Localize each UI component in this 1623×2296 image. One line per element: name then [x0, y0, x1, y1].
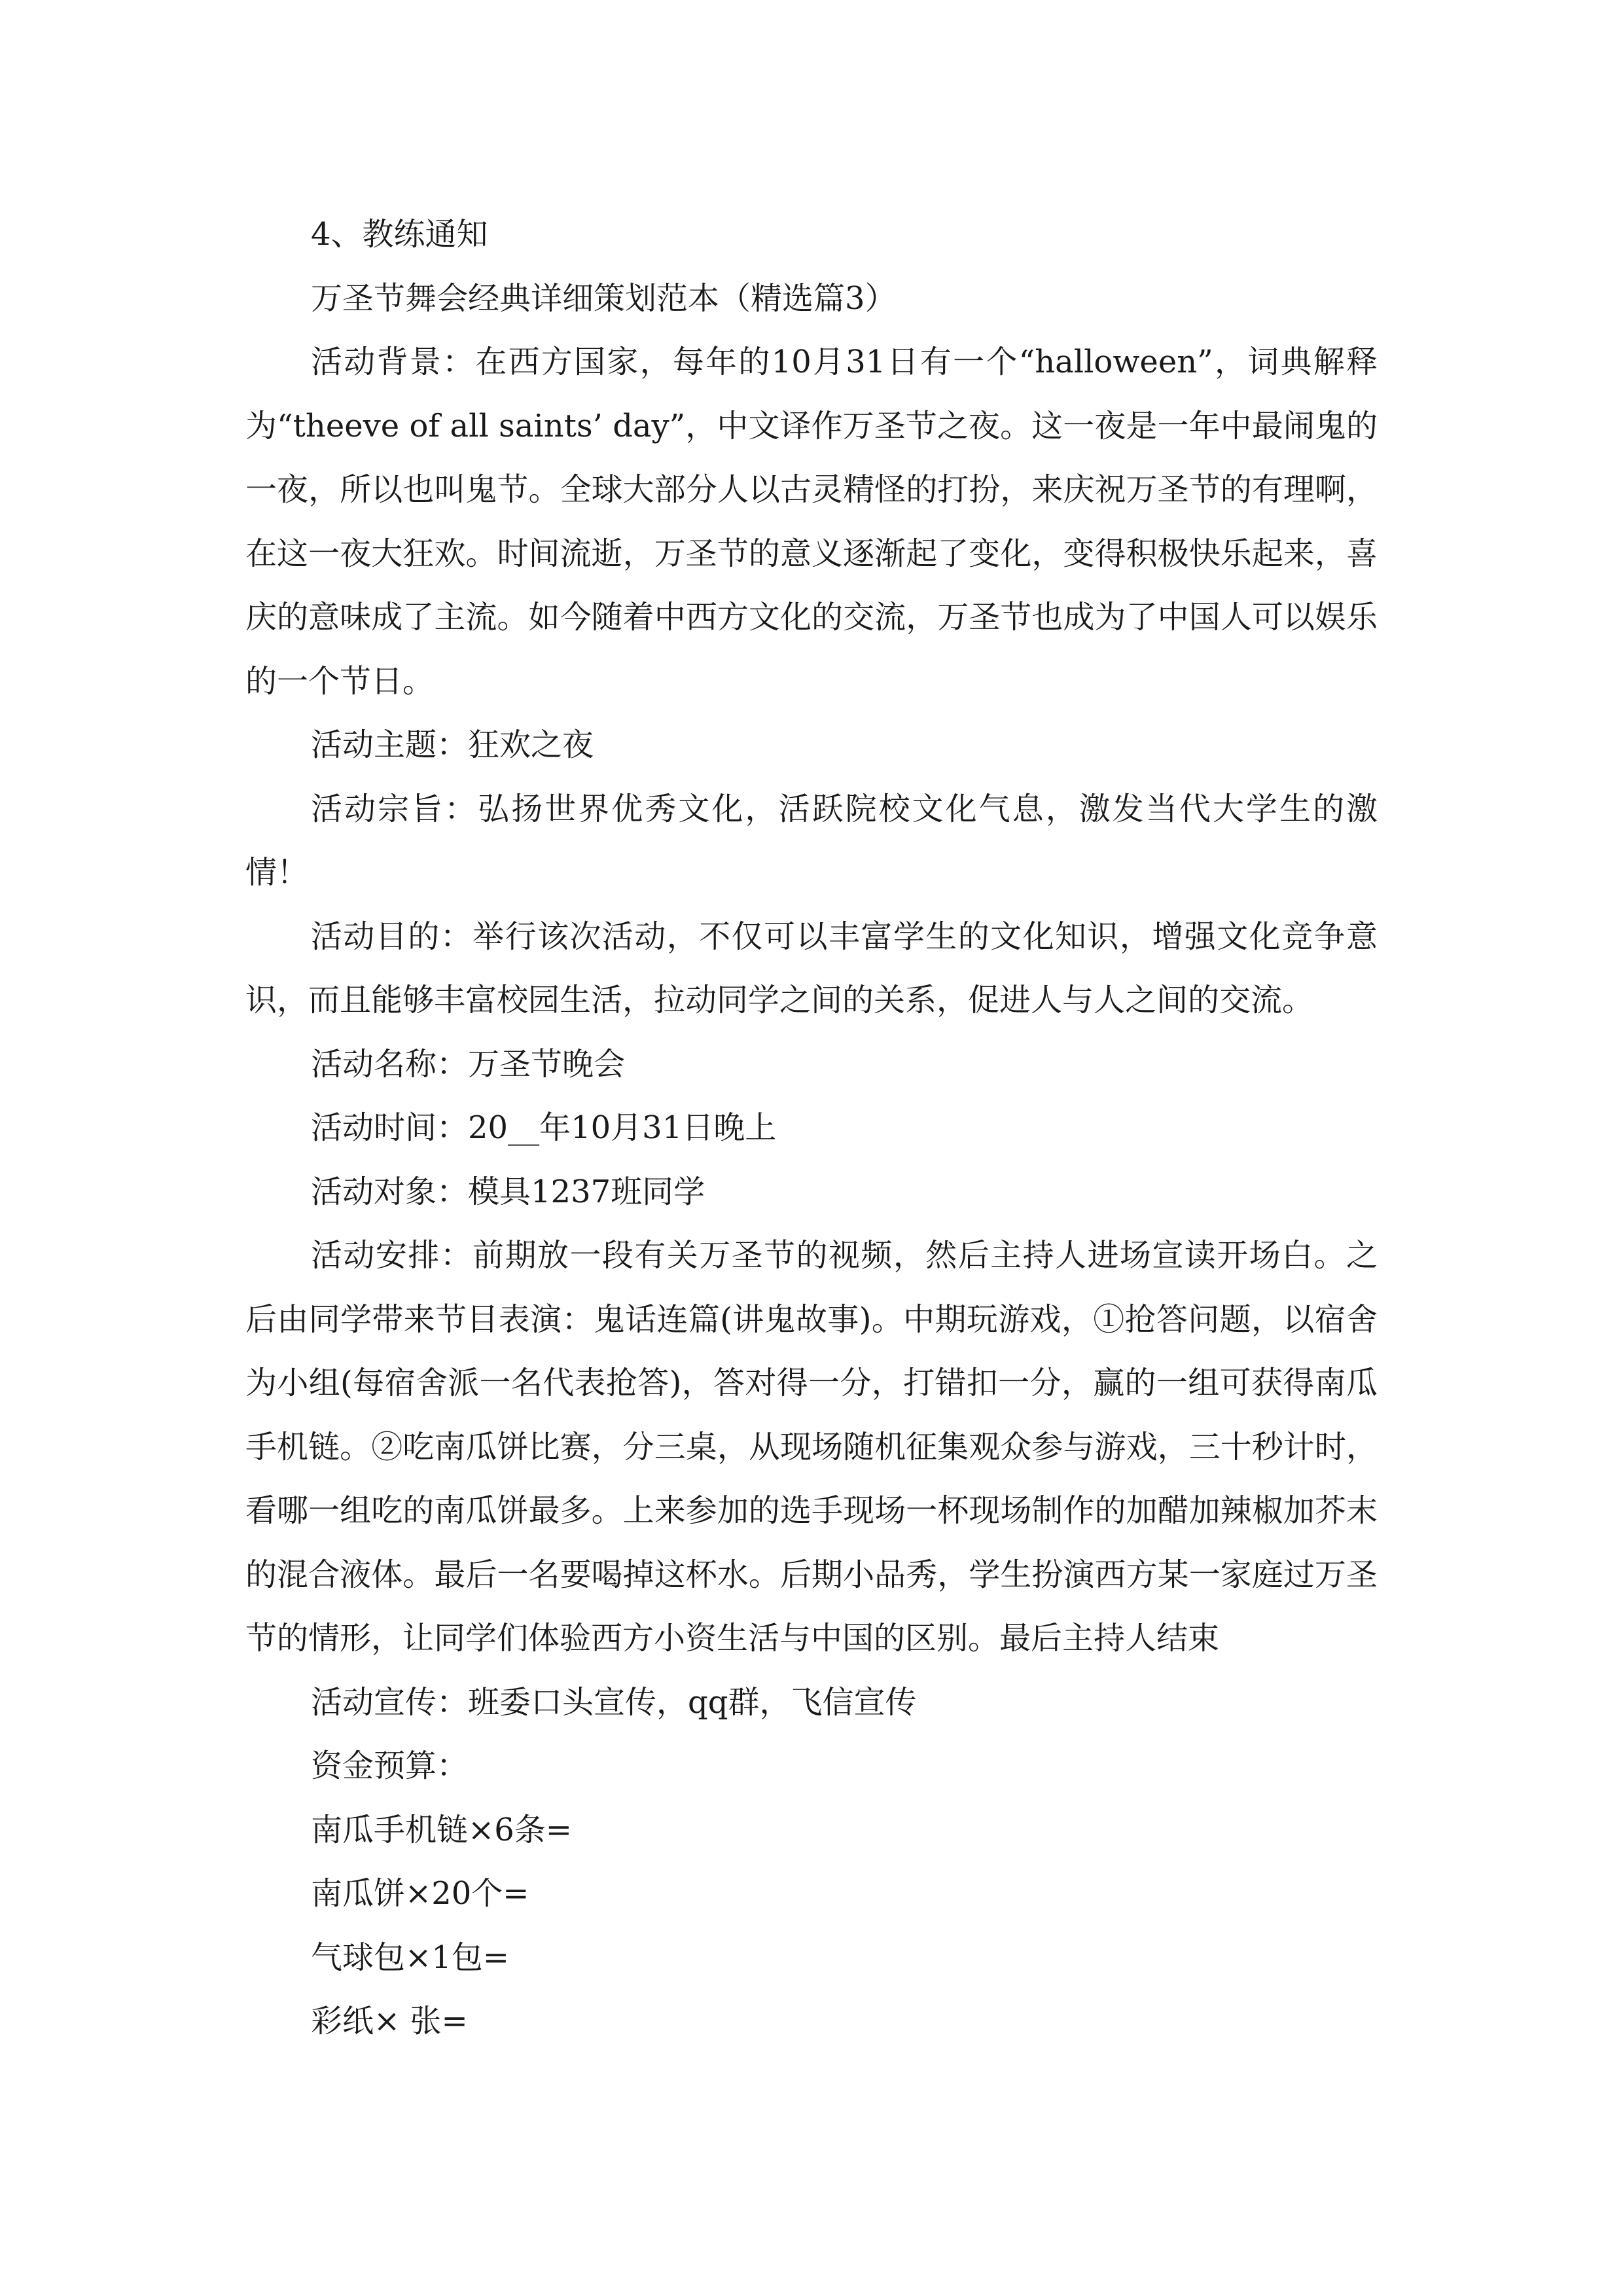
paragraph-activity-time: 活动时间：20__年10月31日晚上: [311, 1109, 777, 1146]
section-title: 万圣节舞会经典详细策划范本（精选篇3）: [311, 279, 897, 317]
paragraph-activity-purpose: 活动宗旨：弘扬世界优秀文化，活跃院校文化气息，激发当代大学生的激情！: [245, 790, 1378, 891]
paragraph-activity-arrangement: 活动安排：前期放一段有关万圣节的视频，然后主持人进场宣读开场白。之后由同学带来节目表演：鬼话连篇(讲鬼故事)。中期玩游戏，①抢答问题，以宿舍为小组(每宿舍派一名代表抢答)，答对得一分，打错扣一分，赢的一组可获得南瓜手机链。②吃南瓜饼比赛，分三桌，从现场随机征集观众参与游戏，三十秒计时，看哪一组吃的南瓜饼最多。上来参加的选手现场一杯现场制作的加醋加辣椒加芥末的混合液体。最后一名要喝掉这杯水。后期小品秀，学生扮演西方某一家庭过万圣节的情形，让同学们体验西方小资生活与中国的区别。最后主持人结束: [245, 1237, 1378, 1657]
paragraph-activity-promotion: 活动宣传：班委口头宣传，qq群，飞信宣传: [311, 1683, 917, 1721]
document-body: [245, 203, 1378, 2054]
section-item-coach-notice: 4、教练通知: [311, 216, 488, 253]
paragraph-activity-background: 活动背景：在西方国家，每年的10月31日有一个“halloween”，词典解释为“theeve of all saints’ day”，中文译作万圣节之夜。这一夜是一年中最闹鬼的一夜，所以也叫鬼节。全球大部分人以古灵精怪的打扮，来庆祝万圣节的有理啊，在这一夜大狂欢。时间流逝，万圣节的意义逐渐起了变化，变得积极快乐起来，喜庆的意味成了主流。如今随着中西方文化的交流，万圣节也成为了中国人可以娱乐的一个节日。: [245, 344, 1378, 700]
budget-item: 彩纸× 张=: [311, 2003, 468, 2039]
paragraph-budget-heading: 资金预算：: [311, 1748, 469, 1784]
paragraph-activity-name: 活动名称：万圣节晚会: [311, 1045, 626, 1083]
paragraph-activity-audience: 活动对象：模具1237班同学: [311, 1173, 705, 1210]
budget-item: 南瓜手机链×6条=: [311, 1811, 572, 1848]
paragraph-activity-goal: 活动目的：举行该次活动，不仅可以丰富学生的文化知识，增强文化竞争意识，而且能够丰富校园生活，拉动同学之间的关系，促进人与人之间的交流。: [245, 918, 1378, 1018]
paragraph-activity-theme: 活动主题：狂欢之夜: [311, 726, 594, 763]
budget-item: 南瓜饼×20个=: [311, 1875, 529, 1912]
budget-item: 气球包×1包=: [311, 1939, 509, 1976]
